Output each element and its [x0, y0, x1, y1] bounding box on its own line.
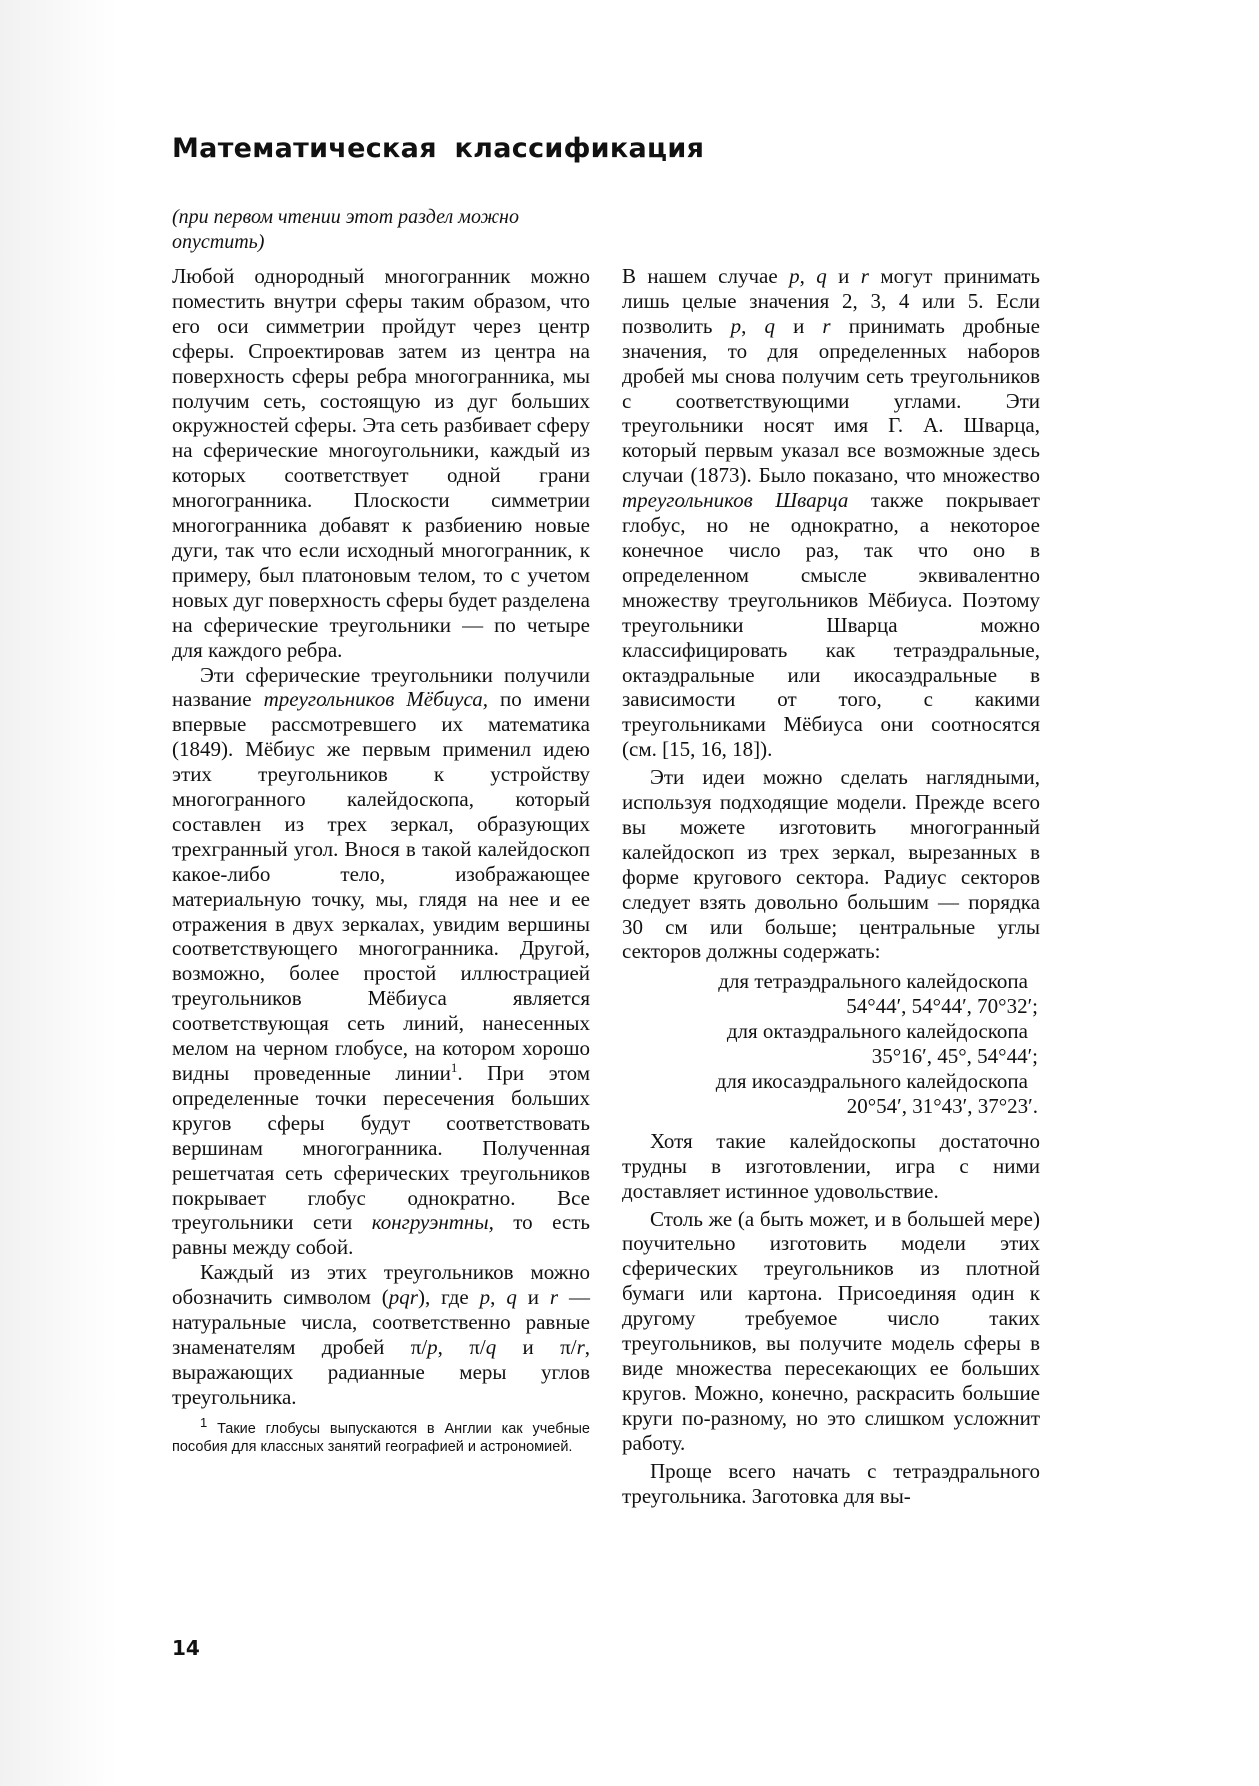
angles-item — [622, 1069, 1040, 1119]
angles-label: для икосаэдрального калейдоскопа — [715, 1069, 1028, 1093]
paragraph-6: Хотя такие калейдоскопы достаточно трудны в изготовлении, игра с ними доставляет истинное удовольствие. — [622, 1128, 1040, 1203]
footnote-mark: 1 — [450, 1060, 458, 1075]
paragraph-5: Эти идеи можно сделать наглядными, используя подходящие модели. Прежде всего вы можете изготовить многогранный калейдоскоп из трех зеркал, вырезанных в форме кругового сектора. Радиус секторов следует взять довольно большим — порядка 30 см или больше; центральные углы секторов должны содержать: — [622, 765, 1040, 964]
angles-values: 54°44′, 54°44′, 70°32′; — [846, 994, 1038, 1019]
angles-item — [622, 1019, 1040, 1069]
paragraph-7: Столь же (а быть может, и в большей мере) поучительно изготовить модели этих сферических треугольников из плотной бумаги или картона. Присоединяя один к другому требуемое число таких треугольников, вы получите модель сферы в виде множества пересекающих ее больших кругов. Можно, конечно, раскрасить большие круги по-разному, но это слишком усложнит работу. — [622, 1206, 1040, 1455]
paragraph-1: Любой однородный многогранник можно поместить внутри сферы таким образом, что его оси симметрии пройдут через центр сферы. Спроектировав затем из центра на поверхность сферы ребра многогранника, мы получим сеть, состоящую из дуг больших окружностей сферы. Эта сеть разбивает сферу на сферические многоугольники, каждый из которых соответствует одной грани многогранника. Плоскости симметрии многогранника добавят к разбиению новые дуги, так что если исходный многогранник, к примеру, был платоновым телом, то с учетом новых дуг поверхность сферы будет разделена на сферические треугольники — по четыре для каждого ребра. — [172, 264, 590, 662]
angles-values: 35°16′, 45°, 54°44′; — [871, 1044, 1038, 1069]
paragraph-4: В нашем случае p, q и r могут принимать лишь целые значения 2, 3, 4 или 5. Если позволить p, q и r принимать дробные значения, то для определенных наборов дробей мы снова получим сеть треугольников с соответствующими углами. Эти треугольники носят имя Г. А. Шварца, который первым указал все возможные здесь случаи (1873). Было показано, что множество треугольников Шварца также покрывает глобус, но не однократно, а некоторое конечное число раз, так что оно в определенном смысле эквивалентно множеству треугольников Мёбиуса. Поэтому треугольники Шварца можно классифицировать как тетраэдральные, октаэдральные или икосаэдральные в зависимости от того, с какими треугольниками Мёбиуса они соотносятся (см. [15, 16, 18]). — [622, 264, 1040, 762]
angles-values: 20°54′, 31°43′, 37°23′. — [846, 1093, 1038, 1118]
angles-item — [622, 969, 1040, 1019]
paragraph-8: Проще всего начать с тетраэдрального треугольника. Заготовка для вы- — [622, 1458, 1040, 1508]
term-congruent: конгруэнтны, — [371, 1210, 494, 1235]
angles-label: для октаэдрального калейдоскопа — [726, 1019, 1028, 1044]
term-schwarz-triangles: треугольников Шварца — [622, 488, 849, 513]
angles-label: для тетраэдрального калейдоскопа — [718, 969, 1028, 994]
page-number: 14 — [172, 1636, 200, 1660]
paragraph-3: Каждый из этих треугольников можно обозначить символом (pqr), где p, q и r — натуральные числа, соответственно равные знаменателям дробей π/p, π/q и π/r, выражающих радианные меры углов треугольника. — [172, 1260, 590, 1409]
paragraph-2: Эти сферические треугольники получили название треугольников Мёбиуса, по имени впервые рассмотревшего их математика (1849). Мёбиус же первым применил идею этих треугольников к устройству многогранного калейдоскопа, который составлен из трех зеркал, образующих трехгранный угол. Внося в такой калейдоскоп какое-либо тело, изображающее материальную точку, мы, глядя на нее и ее отражения в двух зеркалах, увидим вершины соответствующего многогранника. Другой, возможно, более простой иллюстрацией треугольников Мёбиуса является соответствующая сеть линий, нанесенных мелом на черном глобусе, на котором хорошо видны проведенные линии$^1$. При этом определенные точки пересечения больших кругов сферы будут соответствовать вершинам многогранника. Полученная решетчатая сеть сферических треугольников покрывает глобус однократно. Все треугольники сети конгруэнтны, то есть равны между собой. — [172, 662, 590, 1260]
section-subtitle: (при первом чтении этот раздел можно опустить) — [172, 206, 519, 253]
left-column — [172, 264, 590, 1456]
footnote: $^1$ Такие глобусы выпускаются в Англии как учебные пособия для классных занятий географией и астрономией. — [172, 1414, 590, 1455]
section-title: Математическая классификация — [172, 133, 705, 164]
right-column — [622, 264, 1040, 1508]
term-mobius-triangles: треугольников Мёбиуса, — [263, 687, 489, 712]
page-edge-shadow — [0, 0, 118, 1786]
kaleidoscope-angles-list — [622, 969, 1040, 1118]
